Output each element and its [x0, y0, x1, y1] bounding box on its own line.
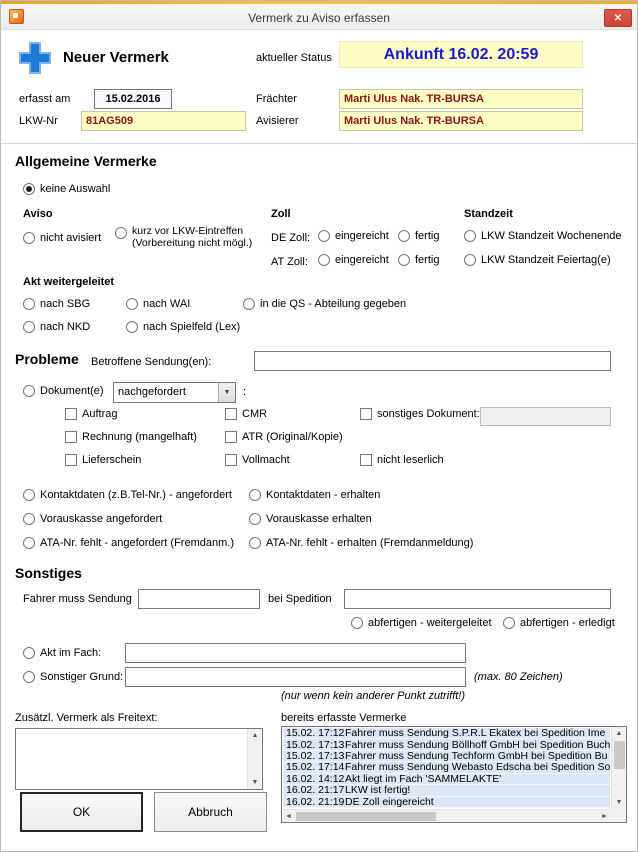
radio-icon	[126, 298, 138, 310]
scroll-down-icon[interactable]: ▼	[612, 796, 626, 809]
akt-weitergeleitet-heading: Akt weitergeleitet	[23, 276, 115, 288]
radio-sonstiger-grund[interactable]	[23, 671, 123, 683]
radio-at-zoll-fertig[interactable]	[398, 254, 439, 266]
vertical-scrollbar-thumb[interactable]	[614, 741, 625, 769]
sendungen-label: Betroffene Sendung(en):	[91, 356, 212, 368]
radio-icon	[23, 232, 35, 244]
radio-label: keine Auswahl	[40, 183, 111, 195]
radio-icon	[23, 489, 35, 501]
checkbox-cmr[interactable]	[225, 408, 267, 420]
radio-kontakt-angefordert[interactable]	[23, 489, 232, 501]
radio-nach-spielfeld[interactable]	[126, 321, 240, 333]
section-allgemeine-vermerke: Allgemeine Vermerke	[15, 153, 157, 169]
checkbox-label: Lieferschein	[82, 454, 142, 466]
radio-label	[132, 225, 252, 249]
vermerke-rows	[283, 728, 610, 808]
list-item[interactable]	[283, 751, 610, 762]
dropdown-value: nachgefordert	[118, 386, 186, 398]
list-item[interactable]	[283, 762, 610, 773]
radio-label: LKW Standzeit Feiertag(e)	[481, 254, 611, 266]
max-zeichen-label: (max. 80 Zeichen)	[474, 671, 563, 683]
radio-icon	[115, 227, 127, 239]
erfasst-am-label: erfasst am	[19, 93, 71, 105]
sonstiges-dokument-input	[480, 407, 611, 426]
radio-label: Dokument(e)	[40, 385, 104, 397]
freitext-scrollbar[interactable]	[247, 729, 262, 789]
list-item[interactable]	[283, 797, 610, 808]
list-item[interactable]	[283, 785, 610, 796]
entry-text: Fahrer muss Sendung Techform GmbH bei Spedition Bu	[345, 750, 608, 763]
radio-label: nicht avisiert	[40, 232, 102, 244]
abbruch-button[interactable]: Abbruch	[154, 792, 267, 832]
entry-text: DE Zoll eingereicht	[345, 796, 434, 808]
de-zoll-label: DE Zoll:	[271, 232, 311, 244]
checkbox-label: nicht leserlich	[377, 454, 444, 466]
entry-text: Fahrer muss Sendung Webasto Edscha bei Spedition So	[345, 762, 610, 774]
sonstiger-grund-input[interactable]	[125, 667, 466, 687]
freitext-textarea[interactable]	[15, 728, 263, 790]
ok-button[interactable]: OK	[20, 792, 143, 832]
scroll-down-icon[interactable]: ▼	[248, 776, 262, 789]
checkbox-lieferschein[interactable]	[65, 454, 141, 466]
vermerke-list	[281, 726, 627, 823]
radio-keine-auswahl[interactable]	[23, 183, 110, 195]
radio-at-zoll-eingereicht[interactable]	[318, 254, 389, 266]
radio-icon	[318, 254, 330, 266]
radio-icon	[398, 254, 410, 266]
list-item[interactable]	[283, 739, 610, 750]
header-divider	[1, 143, 637, 145]
radio-icon	[23, 537, 35, 549]
checkbox-icon	[65, 408, 77, 420]
fraechter-label: Frächter	[256, 93, 297, 105]
vermerke-label: bereits erfasste Vermerke	[281, 712, 407, 724]
radio-label: Vorauskasse angefordert	[40, 513, 163, 525]
checkbox-label: sonstiges Dokument:	[377, 408, 480, 420]
radio-icon	[23, 298, 35, 310]
lkw-nr-field: 81AG509	[81, 111, 246, 131]
checkbox-icon	[360, 454, 372, 466]
checkbox-icon	[360, 408, 372, 420]
radio-label: nach Spielfeld (Lex)	[143, 321, 241, 333]
radio-kurz-vor-eintreffen[interactable]	[115, 225, 252, 249]
horizontal-scrollbar-thumb[interactable]	[296, 812, 436, 821]
radio-abfertigen-weitergeleitet[interactable]	[351, 617, 492, 629]
section-sonstiges: Sonstiges	[15, 565, 82, 581]
checkbox-auftrag[interactable]	[65, 408, 117, 420]
checkbox-icon	[65, 431, 77, 443]
radio-label: nach NKD	[40, 321, 91, 333]
close-icon: ✕	[613, 12, 623, 24]
radio-ata-angefordert[interactable]	[23, 537, 234, 549]
radio-de-zoll-eingereicht[interactable]	[318, 230, 389, 242]
radio-label: eingereicht	[335, 230, 389, 242]
entry-time: 15.02. 17:13	[286, 750, 345, 763]
checkbox-sonstiges-dokument[interactable]	[360, 408, 480, 420]
at-zoll-label: AT Zoll:	[271, 256, 308, 268]
status-label: aktueller Status	[256, 52, 332, 64]
checkbox-label: CMR	[242, 408, 268, 420]
sendungen-input[interactable]	[254, 351, 611, 371]
page-title: Neuer Vermerk	[63, 49, 169, 66]
radio-dokumente[interactable]	[23, 385, 104, 397]
radio-icon	[503, 617, 515, 629]
hinweis-label: (nur wenn kein anderer Punkt zutrifft!)	[281, 690, 466, 702]
checkbox-nicht-leserlich[interactable]	[360, 454, 444, 466]
avisierer-label: Avisierer	[256, 115, 299, 127]
close-button[interactable]	[604, 9, 632, 27]
fraechter-field: Marti Ulus Nak. TR-BURSA	[339, 89, 583, 109]
chevron-down-icon[interactable]: ▼	[218, 383, 235, 402]
window-title: Vermerk zu Aviso erfassen	[248, 11, 390, 25]
fahrer-sendung-input[interactable]	[138, 589, 260, 609]
titlebar[interactable]	[1, 4, 637, 30]
radio-standzeit-wochenende[interactable]	[464, 230, 621, 242]
plus-icon	[17, 40, 53, 81]
radio-icon	[23, 385, 35, 397]
checkbox-label: Vollmacht	[242, 454, 290, 466]
radio-label: abfertigen - erledigt	[520, 617, 615, 629]
list-item[interactable]	[283, 774, 610, 785]
entry-time: 15.02. 17:13	[286, 739, 345, 751]
entry-time: 15.02. 17:12	[286, 728, 345, 740]
checkbox-label: Auftrag	[82, 408, 118, 420]
radio-ata-erhalten[interactable]	[249, 537, 473, 549]
zoll-heading: Zoll	[271, 208, 291, 220]
radio-label: abfertigen - weitergeleitet	[368, 617, 492, 629]
freitext-label: Zusätzl. Vermerk als Freitext:	[15, 712, 158, 724]
radio-icon	[464, 230, 476, 242]
radio-icon	[249, 513, 261, 525]
radio-icon	[464, 254, 476, 266]
checkbox-rechnung[interactable]	[65, 431, 197, 443]
radio-label-line1: kurz vor LKW-Eintreffen	[132, 225, 244, 237]
entry-text: Fahrer muss Sendung S.P.R.L Ekatex bei Spedition Ime	[345, 728, 606, 740]
entry-time: 16.02. 14:12	[286, 773, 345, 785]
radio-label: Vorauskasse erhalten	[266, 513, 372, 525]
spedition-label: bei Spedition	[268, 593, 332, 605]
scroll-up-icon[interactable]: ▲	[612, 727, 626, 740]
list-horizontal-scrollbar[interactable]	[282, 809, 611, 822]
radio-icon	[249, 537, 261, 549]
erfasst-am-field: 15.02.2016	[94, 89, 172, 109]
radio-kontakt-erhalten[interactable]	[249, 489, 380, 501]
radio-icon	[23, 183, 35, 195]
radio-icon	[126, 321, 138, 333]
radio-vorauskasse-erhalten[interactable]	[249, 513, 372, 525]
scroll-up-icon[interactable]: ▲	[248, 729, 262, 742]
radio-label: eingereicht	[335, 254, 389, 266]
radio-icon	[398, 230, 410, 242]
scrollbar-corner	[611, 809, 626, 822]
scroll-right-icon[interactable]: ►	[598, 810, 611, 822]
radio-icon	[23, 513, 35, 525]
radio-icon	[249, 489, 261, 501]
radio-standzeit-feiertage[interactable]	[464, 254, 611, 266]
radio-akt-im-fach[interactable]	[23, 647, 101, 659]
dokumente-dropdown[interactable]	[113, 382, 236, 403]
radio-label: Akt im Fach:	[40, 647, 102, 659]
entry-time: 16.02. 21:19	[286, 796, 345, 808]
list-item[interactable]	[283, 728, 610, 739]
radio-nach-nkd[interactable]	[23, 321, 90, 333]
checkbox-label: Rechnung (mangelhaft)	[82, 431, 197, 443]
akt-im-fach-input[interactable]	[125, 643, 466, 663]
radio-icon	[23, 321, 35, 333]
entry-time: 15.02. 17:14	[286, 762, 345, 774]
radio-abfertigen-erledigt[interactable]	[503, 617, 615, 629]
radio-label: Sonstiger Grund:	[40, 671, 124, 683]
radio-label: LKW Standzeit Wochenende	[481, 230, 622, 242]
radio-icon	[243, 298, 255, 310]
radio-label: nach WAI	[143, 298, 191, 310]
checkbox-atr[interactable]	[225, 431, 343, 443]
radio-label: fertig	[415, 254, 440, 266]
scroll-left-icon[interactable]: ◄	[282, 810, 295, 822]
radio-vorauskasse-angefordert[interactable]	[23, 513, 162, 525]
entry-text: Akt liegt im Fach 'SAMMELAKTE'	[345, 773, 502, 785]
entry-text: LKW ist fertig!	[345, 785, 411, 797]
checkbox-icon	[225, 431, 237, 443]
checkbox-icon	[225, 454, 237, 466]
spedition-input[interactable]	[344, 589, 611, 609]
standzeit-heading: Standzeit	[464, 208, 513, 220]
radio-icon	[351, 617, 363, 629]
checkbox-label: ATR (Original/Kopie)	[242, 431, 343, 443]
radio-icon	[318, 230, 330, 242]
colon-label: :	[243, 386, 247, 398]
radio-label: in die QS - Abteilung gegeben	[260, 298, 407, 310]
radio-nach-wai[interactable]	[126, 298, 190, 310]
section-probleme: Probleme	[15, 351, 79, 367]
list-vertical-scrollbar[interactable]	[611, 727, 626, 809]
radio-label: ATA-Nr. fehlt - angefordert (Fremdanm.)	[40, 537, 234, 549]
radio-nicht-avisiert[interactable]	[23, 232, 101, 244]
radio-nach-sbg[interactable]	[23, 298, 90, 310]
radio-label: Kontaktdaten - erhalten	[266, 489, 381, 501]
checkbox-icon	[225, 408, 237, 420]
fahrer-label: Fahrer muss Sendung	[23, 593, 132, 605]
status-badge: Ankunft 16.02. 20:59	[339, 41, 583, 68]
radio-icon	[23, 671, 35, 683]
radio-label: fertig	[415, 230, 440, 242]
radio-de-zoll-fertig[interactable]	[398, 230, 439, 242]
radio-label: nach SBG	[40, 298, 91, 310]
checkbox-vollmacht[interactable]	[225, 454, 290, 466]
entry-time: 16.02. 21:17	[286, 785, 345, 797]
entry-text: Fahrer muss Sendung Böllhoff GmbH bei Spedition Buch	[345, 739, 610, 751]
radio-label: ATA-Nr. fehlt - erhalten (Fremdanmeldung)	[266, 537, 474, 549]
radio-icon	[23, 647, 35, 659]
radio-label: Kontaktdaten (z.B.Tel-Nr.) - angefordert	[40, 489, 232, 501]
radio-qs-abteilung[interactable]	[243, 298, 406, 310]
lkw-nr-label: LKW-Nr	[19, 115, 58, 127]
avisierer-field: Marti Ulus Nak. TR-BURSA	[339, 111, 583, 131]
radio-label-line2: (Vorbereitung nicht mögl.)	[132, 237, 253, 249]
checkbox-icon	[65, 454, 77, 466]
aviso-heading: Aviso	[23, 208, 53, 220]
